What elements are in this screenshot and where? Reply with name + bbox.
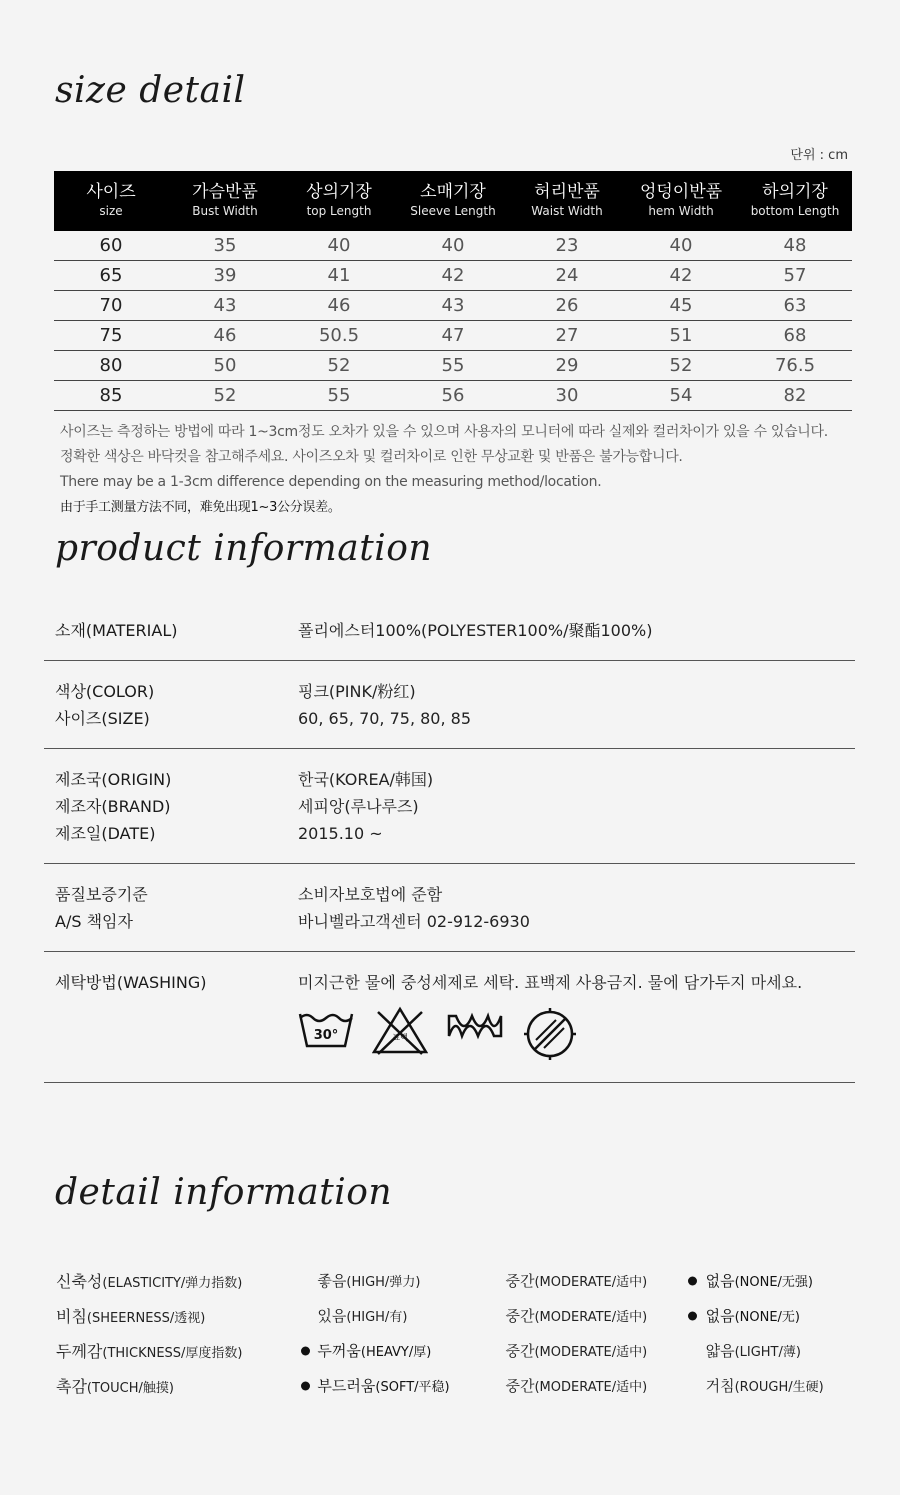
option-ko: 중간: [505, 1272, 535, 1290]
measure-cell: 82: [783, 385, 807, 406]
product-info-value: 핑크(PINK/粉红): [298, 682, 416, 701]
measure-cell: 43: [441, 295, 465, 316]
product-info-value: 폴리에스터100%(POLYESTER100%/聚酯100%): [298, 621, 653, 640]
selected-dot-icon: [688, 1311, 697, 1320]
measure-cell: 27: [555, 325, 579, 346]
option-en: (NONE/无强): [734, 1275, 813, 1290]
size-detail-title: size detail: [55, 70, 246, 111]
wash-30-icon: [298, 1006, 354, 1052]
detail-info-row: [56, 1263, 856, 1298]
option-en: (MODERATE/适中): [534, 1380, 648, 1395]
measure-cell: 57: [783, 265, 807, 286]
measure-cell: 29: [555, 355, 579, 376]
header-en: hem Width: [648, 204, 714, 218]
option-en: (HIGH/有): [346, 1310, 408, 1325]
header-en: top Length: [306, 204, 372, 218]
wash-icons: [298, 1006, 855, 1062]
size-table-header-cell: [510, 171, 624, 231]
header-en: Bust Width: [192, 204, 258, 218]
size-cell: 85: [99, 385, 123, 406]
option-ko: 거침: [705, 1377, 735, 1395]
measure-cell: 45: [669, 295, 693, 316]
measure-cell: 54: [669, 385, 693, 406]
measure-cell: 55: [327, 385, 351, 406]
header-ko: 허리반품: [534, 182, 600, 202]
size-cell: 70: [99, 295, 123, 316]
product-info-values: [298, 617, 855, 644]
option-en: (NONE/无): [734, 1310, 800, 1325]
header-ko: 사이즈: [86, 182, 136, 202]
table-row: [54, 321, 852, 351]
detail-option: [500, 1375, 688, 1396]
table-row: [54, 351, 852, 381]
measure-cell: 55: [441, 355, 465, 376]
product-info-values: [298, 881, 855, 935]
header-en: Sleeve Length: [410, 204, 496, 218]
measure-cell: 26: [555, 295, 579, 316]
product-info-value: 바니벨라고객센터 02-912-6930: [298, 912, 530, 931]
measure-cell: 39: [213, 265, 237, 286]
size-table-header-cell: [624, 171, 738, 231]
product-info-block: [44, 749, 855, 864]
no-bleach-icon: [372, 1006, 428, 1056]
measure-cell: 48: [783, 235, 807, 256]
product-info-labels: [44, 881, 298, 935]
measure-cell: 24: [555, 265, 579, 286]
product-info-label: A/S 책임자: [55, 912, 133, 931]
size-table-header-cell: [738, 171, 852, 231]
measure-cell: 50: [213, 355, 237, 376]
detail-option: [500, 1270, 688, 1291]
option-en: (MODERATE/适中): [534, 1310, 648, 1325]
header-ko: 하의기장: [762, 182, 828, 202]
measure-cell: 52: [327, 355, 351, 376]
measure-cell: 42: [441, 265, 465, 286]
size-table: [54, 171, 852, 411]
size-table-header-cell: [396, 171, 510, 231]
measure-cell: 40: [669, 235, 693, 256]
measure-cell: 46: [327, 295, 351, 316]
detail-option: [688, 1340, 856, 1361]
product-info-label: 사이즈(SIZE): [55, 709, 150, 728]
option-ko: 두꺼움: [317, 1342, 361, 1360]
unit-label: 단위 : cm: [790, 148, 848, 163]
size-cell: 65: [99, 265, 123, 286]
detail-info-list: [56, 1263, 856, 1403]
detail-information-title: detail information: [55, 1172, 393, 1213]
detail-info-row: [56, 1368, 856, 1403]
measure-cell: 52: [669, 355, 693, 376]
measure-cell: 50.5: [318, 325, 360, 346]
detail-info-label: [56, 1339, 301, 1362]
product-info-list: [44, 600, 855, 1083]
option-en: (ROUGH/生硬): [734, 1380, 824, 1395]
product-info-value: 한국(KOREA/韩国): [298, 770, 434, 789]
product-info-values: [298, 766, 855, 847]
measure-cell: 30: [555, 385, 579, 406]
selected-dot-icon: [688, 1276, 697, 1285]
detail-label-en: (SHEERNESS/透视): [86, 1311, 206, 1326]
product-info-labels: [44, 678, 298, 732]
option-en: (LIGHT/薄): [734, 1345, 801, 1360]
size-cell: 80: [99, 355, 123, 376]
detail-option-selected: [688, 1270, 856, 1291]
product-info-block: [44, 661, 855, 749]
measure-cell: 23: [555, 235, 579, 256]
option-ko: 중간: [505, 1377, 535, 1395]
header-ko: 가슴반품: [192, 182, 258, 202]
size-notes: [60, 420, 860, 520]
option-ko: 부드러움: [317, 1377, 376, 1395]
wash-temp: 30°: [313, 1028, 339, 1043]
detail-option: [500, 1305, 688, 1326]
detail-option: [301, 1270, 499, 1291]
measure-cell: 68: [783, 325, 807, 346]
size-cell: 60: [99, 235, 123, 256]
detail-info-row: [56, 1298, 856, 1333]
option-ko: 얇음: [705, 1342, 735, 1360]
measure-cell: 56: [441, 385, 465, 406]
product-info-values: [298, 969, 855, 1066]
detail-label-ko: 두께감: [56, 1342, 103, 1361]
product-info-labels: [44, 969, 298, 1066]
measure-cell: 41: [327, 265, 351, 286]
option-ko: 중간: [505, 1342, 535, 1360]
product-info-values: [298, 678, 855, 732]
option-en: (MODERATE/适中): [534, 1345, 648, 1360]
measure-cell: 35: [213, 235, 237, 256]
detail-option-selected: [301, 1340, 499, 1361]
note-line: 사이즈는 측정하는 방법에 따라 1~3cm정도 오차가 있을 수 있으며 사용자의 모니터에 따라 실제와 컬러차이가 있을 수 있습니다.: [60, 424, 828, 440]
selected-dot-icon: [301, 1346, 310, 1355]
header-en: Waist Width: [531, 204, 603, 218]
product-info-value: 미지근한 물에 중성세제로 세탁. 표백제 사용금지. 물에 담가두지 마세요.: [298, 973, 803, 992]
detail-label-en: (THICKNESS/厚度指数): [102, 1346, 243, 1361]
header-ko: 상의기장: [306, 182, 372, 202]
table-row: [54, 231, 852, 261]
table-row: [54, 381, 852, 411]
product-info-value: 소비자보호법에 준함: [298, 885, 443, 904]
table-row: [54, 291, 852, 321]
note-line: 정확한 색상은 바닥컷을 참고해주세요. 사이즈오차 및 컬러차이로 인한 무상교환 및 반품은 불가능합니다.: [60, 449, 683, 465]
option-en: (MODERATE/适中): [534, 1275, 648, 1290]
size-table-header-cell: [282, 171, 396, 231]
note-line: There may be a 1-3cm difference depending on the measuring method/location.: [60, 474, 602, 490]
detail-label-en: (ELASTICITY/弹力指数): [102, 1276, 243, 1291]
note-line: 由于手工测量方法不同，难免出现1~3公分误差。: [60, 500, 341, 515]
product-info-label: 제조자(BRAND): [55, 797, 171, 816]
product-info-labels: [44, 766, 298, 847]
product-info-label: 품질보증기준: [55, 885, 148, 904]
measure-cell: 52: [213, 385, 237, 406]
header-ko: 엉덩이반품: [639, 182, 723, 202]
size-table-header-cell: [54, 171, 168, 231]
measure-cell: 47: [441, 325, 465, 346]
detail-info-label: [56, 1304, 301, 1327]
option-ko: 없음: [705, 1272, 735, 1290]
product-info-label: 세탁방법(WASHING): [55, 973, 207, 992]
product-info-labels: [44, 617, 298, 644]
measure-cell: 43: [213, 295, 237, 316]
option-en: (SOFT/平稳): [375, 1380, 450, 1395]
table-row: [54, 261, 852, 291]
option-ko: 좋음: [317, 1272, 347, 1290]
detail-option: [500, 1340, 688, 1361]
wring-icon: [446, 1006, 504, 1046]
product-information-title: product information: [55, 528, 433, 569]
option-en: (HIGH/弹力): [346, 1275, 421, 1290]
option-en: (HEAVY/厚): [360, 1345, 432, 1360]
detail-label-ko: 촉감: [56, 1377, 87, 1396]
product-info-label: 색상(COLOR): [55, 682, 155, 701]
detail-info-label: [56, 1269, 301, 1292]
measure-cell: 76.5: [774, 355, 816, 376]
measure-cell: 42: [669, 265, 693, 286]
detail-option-selected: [688, 1305, 856, 1326]
option-ko: 없음: [705, 1307, 735, 1325]
product-info-label: 소재(MATERIAL): [55, 621, 178, 640]
size-table-header-cell: [168, 171, 282, 231]
detail-info-label: [56, 1374, 301, 1397]
product-info-value: 60, 65, 70, 75, 80, 85: [298, 709, 472, 728]
product-info-label: 제조일(DATE): [55, 824, 156, 843]
selected-dot-icon: [301, 1381, 310, 1390]
product-info-block: [44, 600, 855, 661]
header-en: size: [99, 204, 123, 218]
product-info-block: [44, 952, 855, 1083]
detail-option: [688, 1375, 856, 1396]
option-ko: 중간: [505, 1307, 535, 1325]
measure-cell: 51: [669, 325, 693, 346]
detail-option: [301, 1305, 499, 1326]
header-ko: 소매기장: [420, 182, 486, 202]
product-info-value: 세피앙(루나루즈): [298, 797, 419, 816]
header-en: bottom Length: [750, 204, 840, 218]
detail-label-en: (TOUCH/触摸): [86, 1381, 174, 1396]
product-info-label: 제조국(ORIGIN): [55, 770, 172, 789]
option-ko: 있음: [317, 1307, 347, 1325]
detail-label-ko: 비침: [56, 1307, 87, 1326]
measure-cell: 40: [441, 235, 465, 256]
detail-option-selected: [301, 1375, 499, 1396]
product-info-value: 2015.10 ~: [298, 824, 383, 843]
product-info-block: [44, 864, 855, 952]
detail-info-row: [56, 1333, 856, 1368]
measure-cell: 46: [213, 325, 237, 346]
size-table-header: [54, 171, 852, 231]
size-cell: 75: [99, 325, 123, 346]
measure-cell: 63: [783, 295, 807, 316]
no-tumble-dry-icon: [522, 1006, 578, 1062]
bleach-text: 표백: [392, 1033, 408, 1042]
measure-cell: 40: [327, 235, 351, 256]
detail-label-ko: 신축성: [56, 1272, 103, 1291]
